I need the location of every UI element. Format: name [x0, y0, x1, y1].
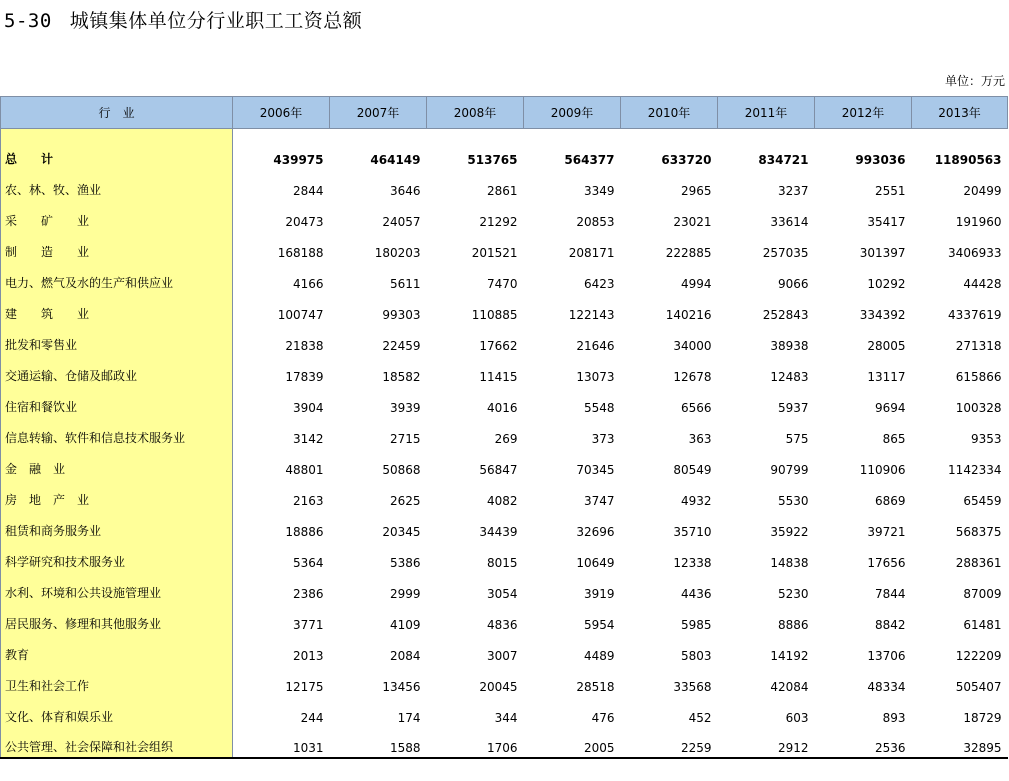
- table-row: [1, 510, 1008, 541]
- table-row: [1, 262, 1008, 293]
- value-cell: 174: [397, 710, 421, 725]
- header-year: 2008年: [427, 97, 524, 129]
- industry-cell: 信息转输、软件和信息技术服务业: [1, 417, 233, 448]
- value-cell: 4337619: [948, 307, 1002, 322]
- value-cell: 2163: [292, 493, 324, 508]
- industry-cell: 建 筑 业: [1, 293, 233, 324]
- industry-cell: 水利、环境和公共设施管理业: [1, 572, 233, 603]
- value-cell: 564377: [564, 152, 615, 167]
- industry-cell: 教育: [1, 634, 233, 665]
- value-cell: 3142: [292, 431, 324, 446]
- value-cell: 18886: [285, 524, 324, 539]
- value-cell: 2861: [486, 183, 518, 198]
- value-cell: 3646: [389, 183, 421, 198]
- value-cell: 48801: [285, 462, 324, 477]
- value-cell: 271318: [955, 338, 1002, 353]
- value-cell: 2965: [680, 183, 712, 198]
- page-title: [4, 6, 362, 33]
- value-cell: 34439: [479, 524, 518, 539]
- value-cell: 452: [688, 710, 712, 725]
- value-cell: 568375: [955, 524, 1002, 539]
- value-cell: 5954: [583, 617, 615, 632]
- header-year: 2011年: [718, 97, 815, 129]
- value-cell: 11890563: [934, 152, 1002, 167]
- value-cell: 244: [300, 710, 324, 725]
- industry-cell: 文化、体育和娱乐业: [1, 696, 233, 727]
- table-row: [1, 665, 1008, 696]
- value-cell: 110906: [859, 462, 906, 477]
- value-cell: 4166: [292, 276, 324, 291]
- value-cell: 34000: [673, 338, 712, 353]
- table-row: [1, 355, 1008, 386]
- industry-cell: 租赁和商务服务业: [1, 510, 233, 541]
- header-year: 2013年: [912, 97, 1008, 129]
- value-cell: 3771: [292, 617, 324, 632]
- value-cell: 18729: [963, 710, 1002, 725]
- value-cell: 20045: [479, 679, 518, 694]
- value-cell: 476: [591, 710, 615, 725]
- value-cell: 42084: [770, 679, 809, 694]
- table-row: [1, 231, 1008, 262]
- value-cell: 893: [882, 710, 906, 725]
- value-cell: 48334: [867, 679, 906, 694]
- value-cell: 7844: [874, 586, 906, 601]
- table-title: 城镇集体单位分行业职工工资总额: [69, 10, 363, 32]
- industry-cell: 电力、燃气及水的生产和供应业: [1, 262, 233, 293]
- value-cell: 603: [785, 710, 809, 725]
- value-cell: 32895: [912, 727, 1008, 758]
- value-cell: 3939: [389, 400, 421, 415]
- value-cell: 35922: [770, 524, 809, 539]
- value-cell: 5364: [292, 555, 324, 570]
- value-cell: 3406933: [948, 245, 1002, 260]
- value-cell: 17656: [867, 555, 906, 570]
- table-row: [1, 727, 1008, 758]
- value-cell: 3007: [486, 648, 518, 663]
- table-row: [1, 169, 1008, 200]
- value-cell: 5230: [777, 586, 809, 601]
- value-cell: 865: [882, 431, 906, 446]
- industry-cell: 农、林、牧、渔业: [1, 169, 233, 200]
- value-cell: 11415: [479, 369, 518, 384]
- value-cell: 993036: [855, 152, 906, 167]
- wage-table: [0, 96, 1008, 759]
- value-cell: 1142334: [948, 462, 1002, 477]
- value-cell: 180203: [374, 245, 421, 260]
- value-cell: 301397: [859, 245, 906, 260]
- value-cell: 2084: [389, 648, 421, 663]
- table-row: [1, 448, 1008, 479]
- value-cell: 87009: [963, 586, 1002, 601]
- value-cell: 39721: [867, 524, 906, 539]
- value-cell: 344: [494, 710, 518, 725]
- value-cell: 334392: [859, 307, 906, 322]
- value-cell: 168188: [277, 245, 324, 260]
- value-cell: 4109: [389, 617, 421, 632]
- table-row: [1, 324, 1008, 355]
- value-cell: 80549: [673, 462, 712, 477]
- value-cell: 1588: [330, 727, 427, 758]
- header-year: 2006年: [233, 97, 330, 129]
- value-cell: 3349: [583, 183, 615, 198]
- value-cell: 464149: [370, 152, 421, 167]
- industry-cell: 科学研究和技术服务业: [1, 541, 233, 572]
- value-cell: 12175: [285, 679, 324, 694]
- value-cell: 13456: [382, 679, 421, 694]
- value-cell: 2551: [874, 183, 906, 198]
- table-row: [1, 572, 1008, 603]
- value-cell: 575: [785, 431, 809, 446]
- table-row: [1, 634, 1008, 665]
- value-cell: 110885: [471, 307, 518, 322]
- value-cell: 21646: [576, 338, 615, 353]
- table-row: [1, 200, 1008, 231]
- industry-cell: 采 矿 业: [1, 200, 233, 231]
- value-cell: 28005: [867, 338, 906, 353]
- table-row: [1, 603, 1008, 634]
- value-cell: 9694: [874, 400, 906, 415]
- value-cell: 4836: [486, 617, 518, 632]
- value-cell: 17839: [285, 369, 324, 384]
- header-year: 2007年: [330, 97, 427, 129]
- table-body: [1, 129, 1008, 758]
- table-row-total: [1, 129, 1008, 169]
- value-cell: 4932: [680, 493, 712, 508]
- value-cell: 20473: [285, 214, 324, 229]
- header-row: [1, 97, 1008, 129]
- value-cell: 363: [688, 431, 712, 446]
- value-cell: 56847: [479, 462, 518, 477]
- value-cell: 5611: [389, 276, 421, 291]
- value-cell: 122209: [955, 648, 1002, 663]
- value-cell: 10292: [867, 276, 906, 291]
- value-cell: 4082: [486, 493, 518, 508]
- value-cell: 2386: [292, 586, 324, 601]
- table-row: [1, 696, 1008, 727]
- value-cell: 24057: [382, 214, 421, 229]
- industry-cell: 制 造 业: [1, 231, 233, 262]
- value-cell: 633720: [661, 152, 712, 167]
- table-row: [1, 479, 1008, 510]
- value-cell: 3054: [486, 586, 518, 601]
- value-cell: 14838: [770, 555, 809, 570]
- value-cell: 12483: [770, 369, 809, 384]
- value-cell: 12338: [673, 555, 712, 570]
- value-cell: 615866: [955, 369, 1002, 384]
- header-year: 2010年: [621, 97, 718, 129]
- value-cell: 70345: [576, 462, 615, 477]
- value-cell: 8842: [874, 617, 906, 632]
- value-cell: 834721: [758, 152, 809, 167]
- value-cell: 50868: [382, 462, 421, 477]
- value-cell: 269: [494, 431, 518, 446]
- value-cell: 252843: [762, 307, 809, 322]
- value-cell: 8886: [777, 617, 809, 632]
- industry-cell: 交通运输、仓储及邮政业: [1, 355, 233, 386]
- table-row: [1, 541, 1008, 572]
- value-cell: 100747: [277, 307, 324, 322]
- value-cell: 100328: [955, 400, 1002, 415]
- value-cell: 33614: [770, 214, 809, 229]
- industry-cell: 居民服务、修理和其他服务业: [1, 603, 233, 634]
- value-cell: 1031: [233, 727, 330, 758]
- value-cell: 4436: [680, 586, 712, 601]
- value-cell: 13706: [867, 648, 906, 663]
- value-cell: 14192: [770, 648, 809, 663]
- value-cell: 10649: [576, 555, 615, 570]
- value-cell: 38938: [770, 338, 809, 353]
- value-cell: 28518: [576, 679, 615, 694]
- value-cell: 2999: [389, 586, 421, 601]
- value-cell: 5548: [583, 400, 615, 415]
- value-cell: 257035: [762, 245, 809, 260]
- value-cell: 33568: [673, 679, 712, 694]
- table-row: [1, 417, 1008, 448]
- unit-label: 单位：万元: [944, 74, 1005, 88]
- value-cell: 35710: [673, 524, 712, 539]
- value-cell: 44428: [963, 276, 1002, 291]
- value-cell: 2912: [718, 727, 815, 758]
- value-cell: 17662: [479, 338, 518, 353]
- value-cell: 90799: [770, 462, 809, 477]
- value-cell: 201521: [471, 245, 518, 260]
- industry-cell: 总 计: [1, 129, 233, 169]
- value-cell: 13117: [867, 369, 906, 384]
- value-cell: 505407: [955, 679, 1002, 694]
- value-cell: 140216: [665, 307, 712, 322]
- value-cell: 8015: [486, 555, 518, 570]
- value-cell: 3237: [777, 183, 809, 198]
- value-cell: 13073: [576, 369, 615, 384]
- value-cell: 4016: [486, 400, 518, 415]
- value-cell: 20499: [963, 183, 1002, 198]
- value-cell: 2259: [621, 727, 718, 758]
- value-cell: 20345: [382, 524, 421, 539]
- value-cell: 4994: [680, 276, 712, 291]
- table-row: [1, 293, 1008, 324]
- value-cell: 2844: [292, 183, 324, 198]
- value-cell: 20853: [576, 214, 615, 229]
- value-cell: 373: [591, 431, 615, 446]
- industry-cell: 卫生和社会工作: [1, 665, 233, 696]
- table-row: [1, 386, 1008, 417]
- industry-cell: 金 融 业: [1, 448, 233, 479]
- value-cell: 65459: [963, 493, 1002, 508]
- value-cell: 222885: [665, 245, 712, 260]
- value-cell: 3747: [583, 493, 615, 508]
- value-cell: 23021: [673, 214, 712, 229]
- value-cell: 6869: [874, 493, 906, 508]
- value-cell: 7470: [486, 276, 518, 291]
- industry-cell: 房 地 产 业: [1, 479, 233, 510]
- value-cell: 5530: [777, 493, 809, 508]
- value-cell: 99303: [382, 307, 421, 322]
- value-cell: 6423: [583, 276, 615, 291]
- value-cell: 6566: [680, 400, 712, 415]
- value-cell: 21292: [479, 214, 518, 229]
- value-cell: 12678: [673, 369, 712, 384]
- value-cell: 5985: [680, 617, 712, 632]
- value-cell: 35417: [867, 214, 906, 229]
- value-cell: 61481: [963, 617, 1002, 632]
- value-cell: 513765: [467, 152, 518, 167]
- value-cell: 9353: [970, 431, 1002, 446]
- value-cell: 2005: [524, 727, 621, 758]
- value-cell: 191960: [955, 214, 1002, 229]
- header-industry: 行 业: [1, 97, 233, 129]
- value-cell: 2715: [389, 431, 421, 446]
- value-cell: 208171: [568, 245, 615, 260]
- value-cell: 439975: [273, 152, 324, 167]
- table-number: 5-30: [4, 10, 52, 32]
- value-cell: 2625: [389, 493, 421, 508]
- value-cell: 18582: [382, 369, 421, 384]
- value-cell: 5937: [777, 400, 809, 415]
- value-cell: 3919: [583, 586, 615, 601]
- value-cell: 3904: [292, 400, 324, 415]
- industry-cell: 批发和零售业: [1, 324, 233, 355]
- header-year: 2012年: [815, 97, 912, 129]
- header-year: 2009年: [524, 97, 621, 129]
- value-cell: 122143: [568, 307, 615, 322]
- value-cell: 32696: [576, 524, 615, 539]
- industry-cell: 住宿和餐饮业: [1, 386, 233, 417]
- value-cell: 1706: [427, 727, 524, 758]
- value-cell: 5386: [389, 555, 421, 570]
- value-cell: 21838: [285, 338, 324, 353]
- value-cell: 2536: [815, 727, 912, 758]
- value-cell: 2013: [292, 648, 324, 663]
- value-cell: 22459: [382, 338, 421, 353]
- industry-cell: 公共管理、社会保障和社会组织: [1, 727, 233, 758]
- value-cell: 4489: [583, 648, 615, 663]
- value-cell: 288361: [955, 555, 1002, 570]
- value-cell: 9066: [777, 276, 809, 291]
- value-cell: 5803: [680, 648, 712, 663]
